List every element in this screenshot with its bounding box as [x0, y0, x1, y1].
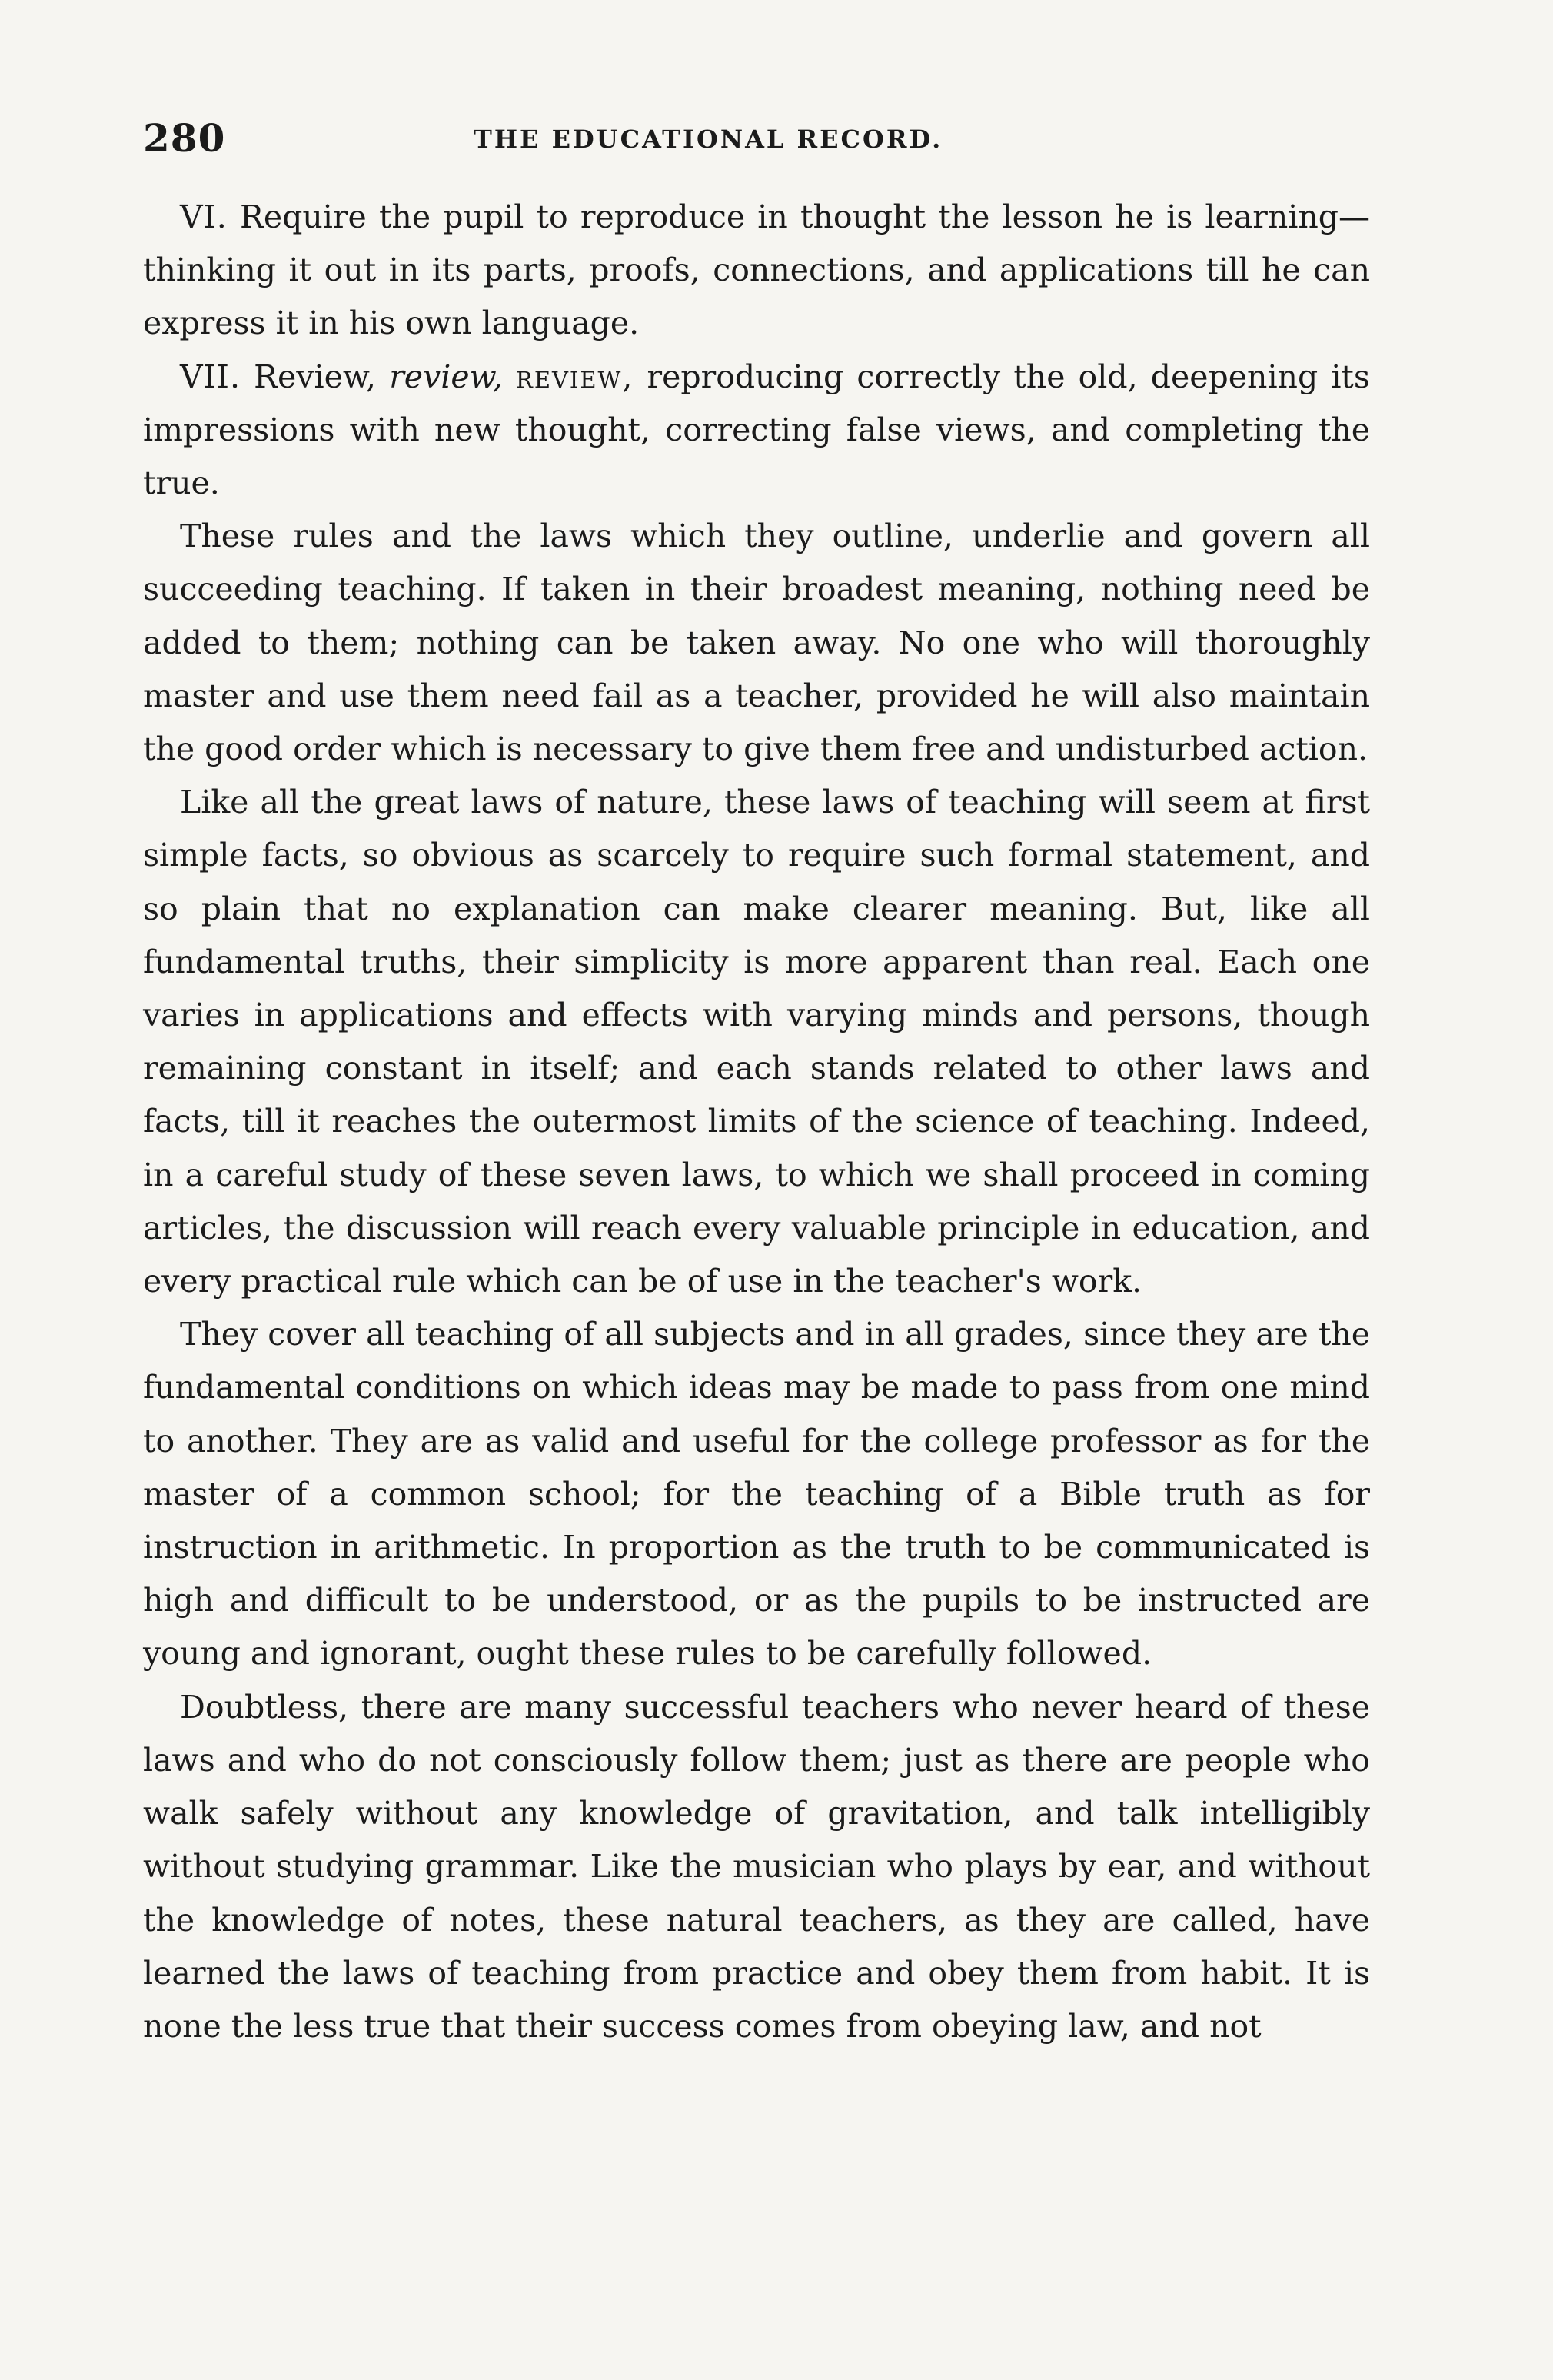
review-word-smallcaps: review,: [515, 358, 634, 395]
page-header: [143, 115, 1370, 169]
review-word-plain: Review,: [254, 358, 377, 395]
rule-text: reproducing correctly the old, deepening its impressions with new thought, correcting false views, and completing the true.: [143, 358, 1370, 502]
rule-vi: [143, 191, 1370, 351]
running-head: THE EDUCATIONAL RECORD.: [474, 125, 943, 154]
rule-text: Require the pupil to reproduce in thought the lesson he is learning—thinking it out in its parts, proofs, connections, and applications till he can express it in his own language.: [143, 198, 1370, 342]
rule-numeral: VII.: [180, 358, 241, 395]
page-number: 280: [143, 115, 226, 161]
paragraph: Doubtless, there are many successful teachers who never heard of these laws and who do not consciously follow them; just as there are people who walk safely without any knowledge of gravitation, and talk intelligibly without studying grammar. Like the musician who plays by ear, and without the knowledge of notes, these natural teachers, as they are called, have learned the laws of teaching from practice and obey them from habit. It is none the less true that their success comes from obeying law, and not: [143, 1688, 1370, 2045]
rule-numeral: VI.: [180, 198, 228, 235]
review-word-italic: review,: [389, 358, 503, 395]
rule-vii: [143, 351, 1370, 511]
paragraph: Like all the great laws of nature, these laws of teaching will seem at first simple facts, so obvious as scarcely to require such formal statement, and so plain that no explanation can make clearer meaning. But, like all fundamental truths, their simplicity is more apparent than real. Each one varies in applications and effects with varying minds and persons, though remaining constant in itself; and each stands related to other laws and facts, till it reaches the outermost limits of the science of teaching. Indeed, in a careful study of these seven laws, to which we shall proceed in coming articles, the discussion will reach every valuable principle in education, and every practical rule which can be of use in the teacher's work.: [143, 784, 1370, 1300]
paragraph: These rules and the laws which they outline, underlie and govern all succeeding teaching. If taken in their broadest meaning, nothing need be added to them; nothing can be taken away. No one who will thoroughly master and use them need fail as a teacher, provided he will also maintain the good order which is necessary to give them free and undisturbed action.: [143, 518, 1370, 768]
body-text: [143, 191, 1370, 2053]
paragraph: They cover all teaching of all subjects and in all grades, since they are the fundamental conditions on which ideas may be made to pass from one mind to another. They are as valid and useful for the college professor as for the master of a common school; for the teaching of a Bible truth as for instruction in arithmetic. In proportion as the truth to be communicated is high and difficult to be understood, or as the pupils to be instructed are young and ignorant, ought these rules to be carefully followed.: [143, 1316, 1370, 1673]
